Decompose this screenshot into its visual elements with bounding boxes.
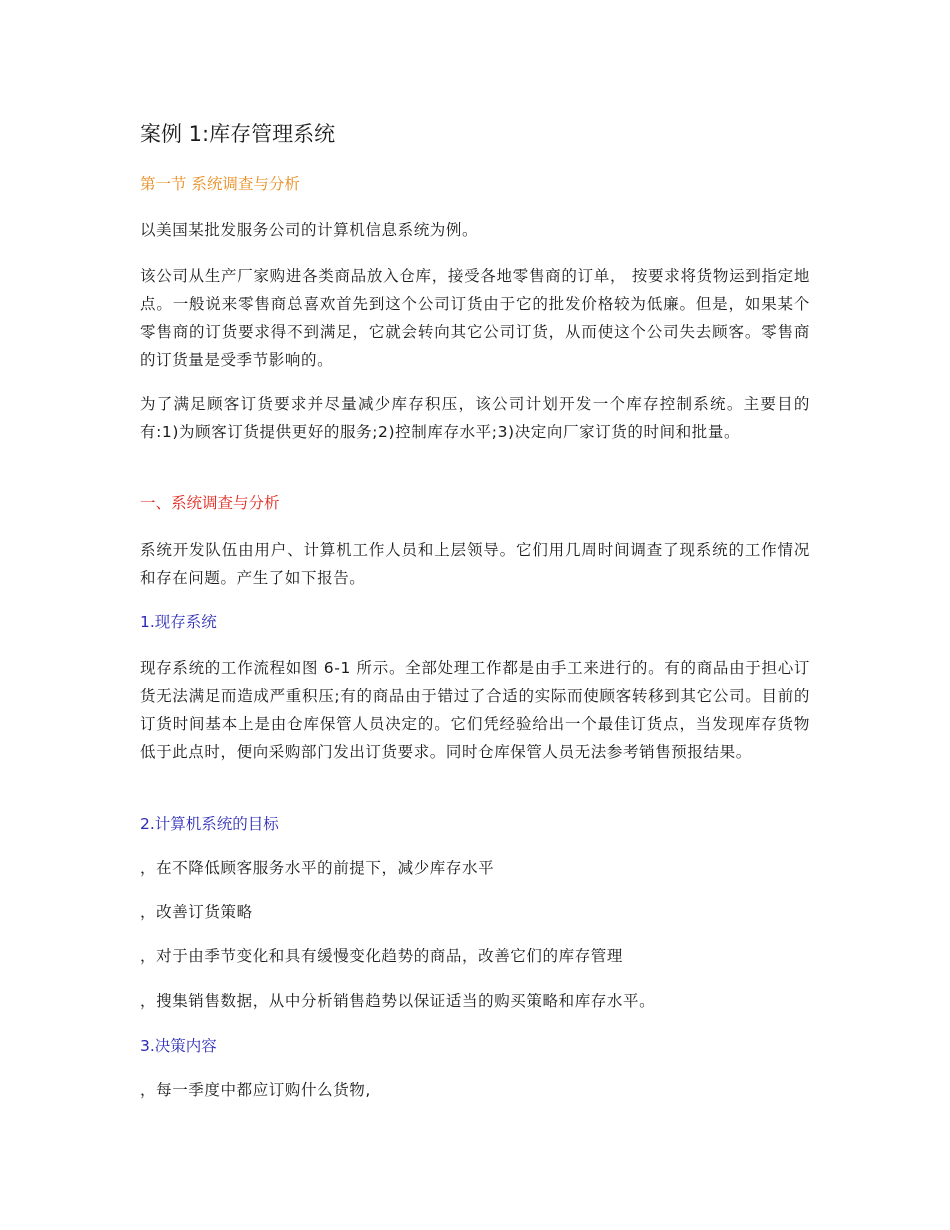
intro-paragraph: 以美国某批发服务公司的计算机信息系统为例。	[140, 221, 479, 239]
company-description-paragraph: 该公司从生产厂家购进各类商品放入仓库，接受各地零售商的订单， 按要求将货物运到指定地点。一般说来零售商总喜欢首先到这个公司订货由于它的批发价格较为低廉。但是，如果某个零售商的订货要求得不到满足，它就会转向其它公司订货，从而使这个公司失去顾客。零售商的订货量是受季节影响的。	[140, 267, 810, 369]
goal-item: ，改善订货策略	[140, 903, 253, 921]
goal-item: ，搜集销售数据，从中分析销售趋势以保证适当的购买策略和库存水平。	[140, 992, 656, 1010]
team-paragraph: 系统开发队伍由用户、计算机工作人员和上层领导。它们用几周时间调查了现系统的工作情况和存在问题。产生了如下报告。	[140, 541, 810, 587]
decision-item: ，每一季度中都应订购什么货物,	[140, 1081, 371, 1099]
section-heading: 第一节 系统调查与分析	[140, 175, 300, 193]
heading-decision-content: 3.决策内容	[140, 1037, 217, 1055]
heading-existing-system: 1.现存系统	[140, 613, 217, 631]
existing-system-paragraph: 现存系统的工作流程如图 6-1 所示。全部处理工作都是由手工来进行的。有的商品由于担心订货无法满足而造成严重积压;有的商品由于错过了合适的实际而使顾客转移到其它公司。目前的订货时间基本上是由仓库保管人员决定的。它们凭经验给出一个最佳订货点，当发现库存货物低于此点时，便向采购部门发出订货要求。同时仓库保管人员无法参考销售预报结果。	[140, 659, 810, 761]
goal-item: ，在不降低顾客服务水平的前提下，减少库存水平	[140, 859, 495, 877]
goals-paragraph: 为了满足顾客订货要求并尽量减少库存积压，该公司计划开发一个库存控制系统。主要目的有:1)为顾客订货提供更好的服务;2)控制库存水平;3)决定向厂家订货的时间和批量。	[140, 395, 810, 441]
goal-item: ，对于由季节变化和具有缓慢变化趋势的商品，改善它们的库存管理	[140, 947, 624, 965]
subsection-heading: 一、系统调查与分析	[140, 494, 280, 512]
document-title: 案例 1:库存管理系统	[140, 122, 336, 146]
heading-system-goals: 2.计算机系统的目标	[140, 815, 279, 833]
